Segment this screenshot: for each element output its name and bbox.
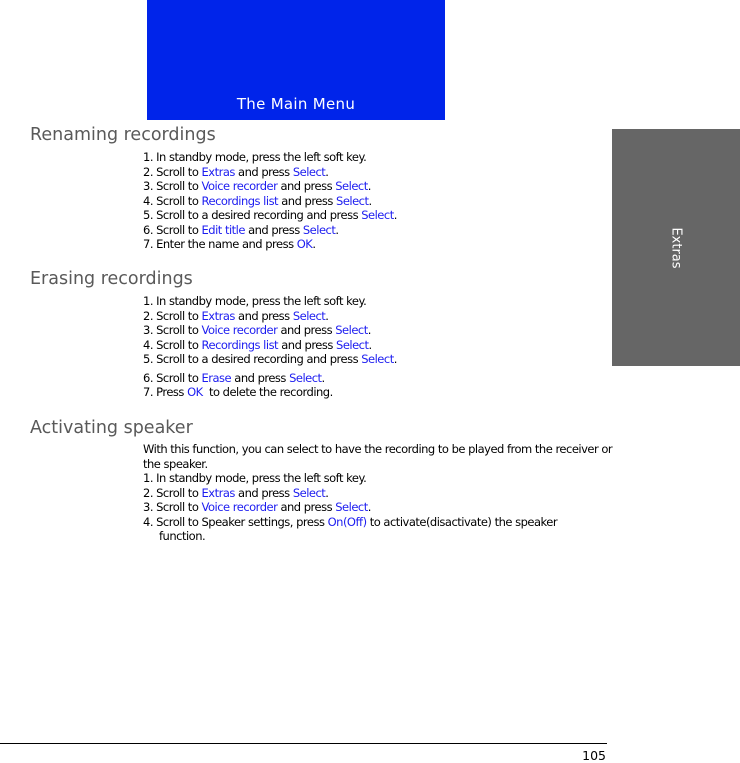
speaker-intro-text: With this function, you can select to have the recording to be played from the receiver or the speaker.	[143, 442, 613, 471]
steps-list-speaker	[143, 471, 557, 544]
step-item: 3. Scroll to Voice recorder and press Select.	[143, 179, 371, 193]
step-item: 6. Scroll to Erase and press Select.	[143, 370, 325, 385]
step-item: 2. Scroll to Extras and press Select.	[143, 308, 329, 323]
step-item: 3. Scroll to Voice recorder and press Select.	[143, 500, 371, 514]
banner-title: The Main Menu	[236, 95, 356, 113]
step-item: 1. In standby mode, press the left soft key.	[143, 471, 367, 485]
step-item: 6. Scroll to Edit title and press Select.	[143, 222, 339, 237]
steps-list-renaming	[143, 150, 397, 252]
chapter-tab	[612, 129, 740, 366]
chapter-tab-label: Extras	[668, 226, 684, 269]
step-item: 4. Scroll to Recordings list and press Select.	[143, 337, 372, 352]
steps-list-erasing	[143, 294, 397, 400]
section-heading-erasing: Erasing recordings	[30, 269, 193, 289]
step-item: 5. Scroll to a desired recording and press Select.	[143, 208, 397, 222]
step-item: 7. Enter the name and press OK.	[143, 237, 316, 251]
step-item: 2. Scroll to Extras and press Select.	[143, 164, 329, 179]
step-item: 3. Scroll to Voice recorder and press Select.	[143, 323, 371, 337]
page-number: 105	[582, 748, 606, 763]
section-heading-renaming: Renaming recordings	[30, 125, 216, 145]
step-item: 4. Scroll to Speaker settings, press On(Off) to activate(disactivate) the speaker	[143, 514, 558, 529]
step-item: 2. Scroll to Extras and press Select.	[143, 485, 329, 500]
step-item: 4. Scroll to Recordings list and press Select.	[143, 193, 372, 208]
step-item: 7. Press OK to delete the recording.	[143, 385, 333, 399]
section-heading-speaker: Activating speaker	[30, 418, 193, 438]
step-item: 1. In standby mode, press the left soft key.	[143, 150, 367, 164]
step-item-continuation: function.	[159, 529, 206, 543]
main-menu-banner	[147, 0, 445, 120]
footer-divider	[0, 743, 607, 744]
step-item: 1. In standby mode, press the left soft key.	[143, 294, 367, 308]
step-item: 5. Scroll to a desired recording and press Select.	[143, 352, 397, 366]
